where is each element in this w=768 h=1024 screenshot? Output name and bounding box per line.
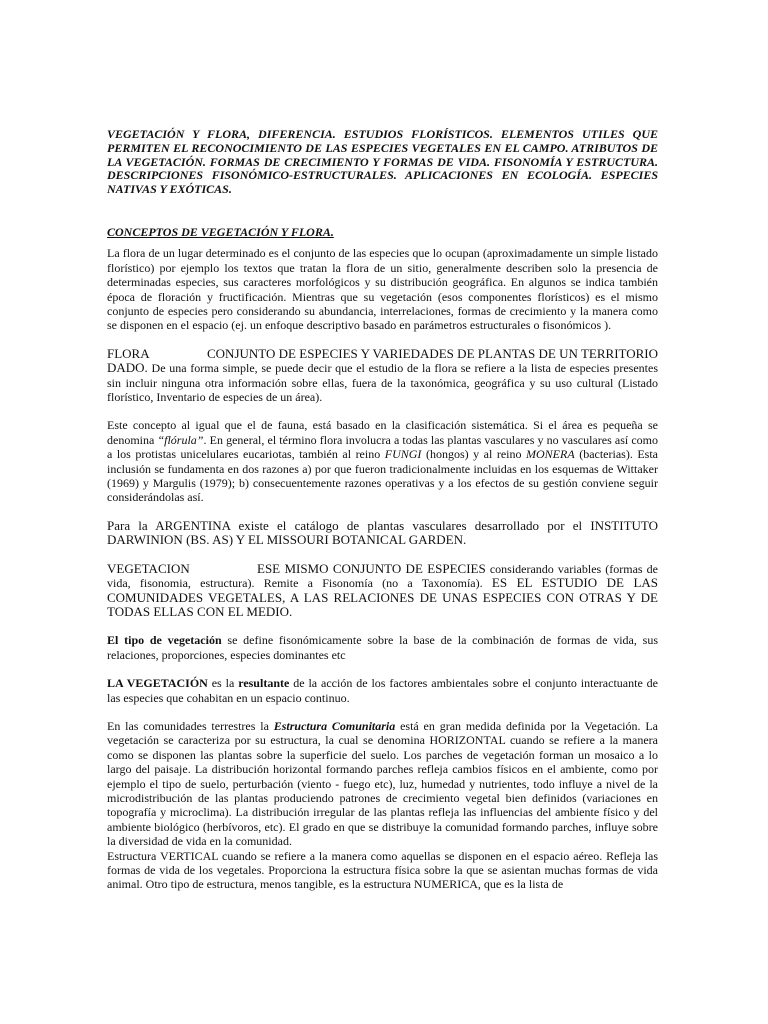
document-page: [107, 128, 658, 892]
vegetacion-study: ES EL ESTUDIO DE LAS COMUNIDADES VEGETALES, A LAS RELACIONES DE UNAS ESPECIES CON OTRAS Y DE TODAS ELLAS CON EL MEDIO.: [107, 575, 658, 619]
section-title: CONCEPTOS DE VEGETACIÓN Y FLORA.: [107, 224, 334, 239]
monera-term: MONERA: [526, 447, 575, 462]
paragraph-estructura-horizontal: En las comunidades terrestres la Estructura Comunitaria está en gran medida definida por la Vegetación. La vegetación se caracteriza por su estructura, la cual se denomina HORIZONTAL cuando se refiere a la manera como se disponen las plantas sobre la superficie del suelo. Los parches de vegetación forman un mosaico a lo largo del paisaje. La distribución horizontal formando parches refleja cambios físicos en el ambiente, como por ejemplo el tipo de suelo, perturbación (viento - fuego etc), luz, humedad y nutrientes, todo influye a nivel de la microdistribución de las plantas produciendo patrones de crecimiento vegetal bien definidos (variaciones en topografía y microclima). La distribución irregular de las plantas refleja las influencias del ambiente físico y del ambiente biológico (herbívoros, etc). El grado en que se distribuye la comunidad formando parches, influye sobre la diversidad de vida en la comunidad.: [107, 718, 658, 849]
paragraph-tipo-vegetacion: El tipo de vegetación se define fisonómicamente sobre la base de la combinación de formas de vida, sus relaciones, proporciones, especies dominantes etc: [107, 633, 658, 662]
florula-term: “flórula”: [157, 432, 204, 447]
paragraph-vegetacion-term: VEGETACION ESE MISMO CONJUNTO DE ESPECIES considerando variables (formas de vida, fisonomia, estructura). Remite a Fisonomía (no a Taxonomía). ES EL ESTUDIO DE LAS COMUNIDADES VEGETALES, A LAS RELACIONES DE UNAS ESPECIES CON OTRAS Y DE TODAS ELLAS CON EL MEDIO.: [107, 560, 658, 619]
paragraph-la-vegetacion: LA VEGETACIÓN es la resultante de la acción de los factores ambientales sobre el conjunto interactuante de las especies que cohabitan en un espacio continuo.: [107, 676, 659, 705]
flora-definition-caps: CONJUNTO DE ESPECIES Y VARIEDADES DE PLANTAS DE UN TERRITORIO DADO.: [107, 345, 658, 376]
vegetacion-definition-caps: ESE MISMO CONJUNTO DE ESPECIES: [257, 560, 486, 576]
fungi-term: FUNGI: [384, 447, 422, 462]
flora-definition-rest: De una forma simple, se puede decir que el estudio de la flora se refiere a la lista de especies presentes sin incluir ninguna otra información sobre ellas, fuera de la taxonómica, geográfica y su uso cultural (Listado florístico, Inventario de especies de un área).: [107, 361, 658, 405]
term-vegetacion: VEGETACION: [107, 560, 190, 576]
term-flora: FLORA: [107, 345, 150, 361]
paragraph-argentina-catalog: Para la ARGENTINA existe el catálogo de plantas vasculares desarrollado por el INSTITUTO DARWINION (BS. AS) Y EL MISSOURI BOTANICAL GARDEN.: [107, 517, 658, 548]
paragraph-flora-term: [107, 347, 658, 405]
document-heading: VEGETACIÓN Y FLORA, DIFERENCIA. ESTUDIOS FLORÍSTICOS. ELEMENTOS UTILES QUE PERMITEN EL RECONOCIMIENTO DE LAS ESPECIES VEGETALES EN EL CAMPO. ATRIBUTOS DE LA VEGETACIÓN. FORMAS DE CRECIMIENTO Y FORMAS DE VIDA. FISONOMÍA Y ESTRUCTURA. DESCRIPCIONES FISONÓMICO-ESTRUCTURALES. APLICACIONES EN ECOLOGÍA. ESPECIES NATIVAS Y EXÓTICAS.: [107, 127, 658, 197]
paragraph-estructura-vertical: Estructura VERTICAL cuando se refiere a la manera como aquellas se disponen en el espacio aéreo. Refleja las formas de vida de los vegetales. Proporciona la estructura física sobre la que se asientan muchas formas de vida animal. Otro tipo de estructura, menos tangible, es la estructura NUMERICA, que es la lista de: [107, 848, 658, 892]
paragraph-flora-definition: La flora de un lugar determinado es el conjunto de las especies que lo ocupan (aproximadamente un simple listado florístico) por ejemplo los textos que tratan la flora de un sitio, generalmente describen solo la presencia de determinadas especies, sus caracteres morfológicos y su distribución geográfica. En algunos se indica también época de floración y fructificación. Mientras que su vegetación (esos componentes florísticos) es el mismo conjunto de especies pero considerando su abundancia, interrelaciones, formas de crecimiento y la manera como se disponen en el espacio (ej. un enfoque descriptivo basado en parámetros estructurales o fisonómicos ).: [107, 246, 658, 333]
paragraph-fauna-concept: Este concepto al igual que el de fauna, está basado en la clasificación sistemática. Si el área es pequeña se denomina “flórula”. En general, el término flora involucra a todas las plantas vasculares y no vasculares así como a los protistas unicelulares eucariotas, también al reino FUNGI (hongos) y al reino MONERA (bacterias). Esta inclusión se fundamenta en dos razones a) por que fueron tradicionalmente incluidas en los esquemas de Wittaker (1969) y Margulis (1979); b) consecuentemente razones operativas y a los efectos de su gestión conviene seguir considerándolas así.: [107, 418, 659, 505]
